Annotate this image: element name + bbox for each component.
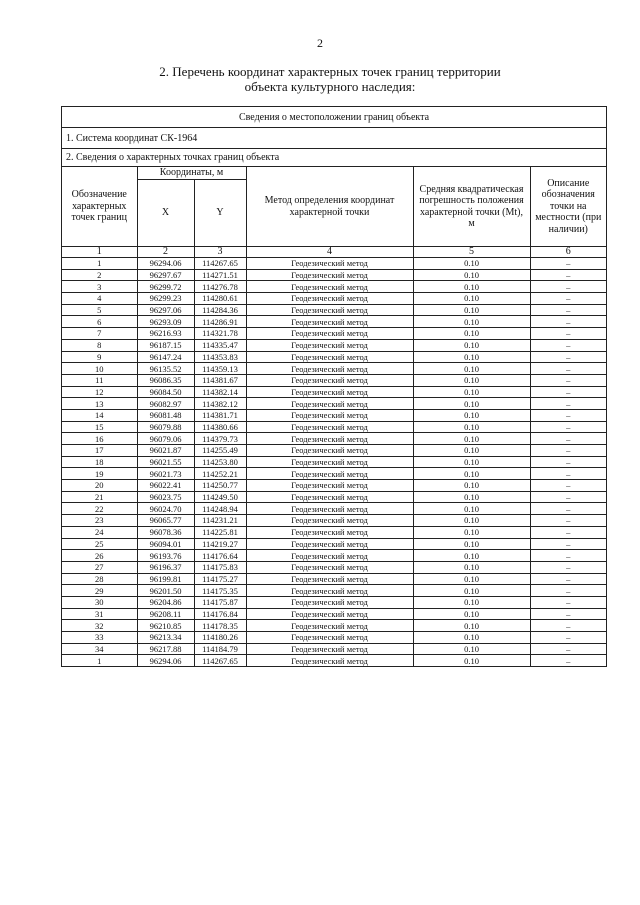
table-row [62, 538, 606, 550]
description-cell: – [530, 409, 606, 421]
x-coordinate-cell: 96086.35 [137, 374, 194, 386]
y-coordinate-cell: 114380.66 [194, 421, 246, 433]
table-row [62, 258, 606, 270]
y-coordinate-cell: 114255.49 [194, 445, 246, 457]
accuracy-cell: 0.10 [413, 632, 530, 644]
method-cell: Геодезический метод [246, 421, 413, 433]
description-cell: – [530, 445, 606, 457]
point-number-cell: 4 [62, 293, 137, 305]
table-row [62, 398, 606, 410]
column-number: 3 [194, 247, 246, 258]
method-cell: Геодезический метод [246, 468, 413, 480]
point-number-cell: 15 [62, 421, 137, 433]
table-row [62, 491, 606, 503]
column-number: 1 [62, 247, 137, 258]
method-cell: Геодезический метод [246, 526, 413, 538]
description-cell: – [530, 339, 606, 351]
table-row [62, 363, 606, 375]
y-coordinate-cell: 114178.35 [194, 620, 246, 632]
y-coordinate-cell: 114225.81 [194, 526, 246, 538]
accuracy-cell: 0.10 [413, 585, 530, 597]
point-number-cell: 3 [62, 281, 137, 293]
point-number-cell: 17 [62, 445, 137, 457]
method-cell: Геодезический метод [246, 585, 413, 597]
table-row [62, 573, 606, 585]
accuracy-cell: 0.10 [413, 503, 530, 515]
y-coordinate-cell: 114379.73 [194, 433, 246, 445]
x-coordinate-cell: 96193.76 [137, 550, 194, 562]
table-row [62, 632, 606, 644]
accuracy-cell: 0.10 [413, 281, 530, 293]
table-row [62, 480, 606, 492]
point-number-cell: 13 [62, 398, 137, 410]
header-method: Метод определения координат характерной точки [246, 167, 413, 247]
table-row [62, 655, 606, 666]
x-coordinate-cell: 96079.88 [137, 421, 194, 433]
coord-system-row: 1. Система координат СК-1964 [62, 128, 606, 149]
x-coordinate-cell: 96084.50 [137, 386, 194, 398]
point-number-cell: 23 [62, 515, 137, 527]
y-coordinate-cell: 114335.47 [194, 339, 246, 351]
accuracy-cell: 0.10 [413, 538, 530, 550]
point-number-cell: 27 [62, 561, 137, 573]
y-coordinate-cell: 114271.51 [194, 269, 246, 281]
method-cell: Геодезический метод [246, 550, 413, 562]
table-row [62, 409, 606, 421]
method-cell: Геодезический метод [246, 561, 413, 573]
y-coordinate-cell: 114180.26 [194, 632, 246, 644]
table-row [62, 526, 606, 538]
description-cell: – [530, 363, 606, 375]
method-cell: Геодезический метод [246, 398, 413, 410]
y-coordinate-cell: 114175.35 [194, 585, 246, 597]
y-coordinate-cell: 114231.21 [194, 515, 246, 527]
table-row [62, 351, 606, 363]
description-cell: – [530, 620, 606, 632]
y-coordinate-cell: 114175.27 [194, 573, 246, 585]
description-cell: – [530, 503, 606, 515]
table-row [62, 620, 606, 632]
description-cell: – [530, 596, 606, 608]
description-cell: – [530, 515, 606, 527]
point-number-cell: 11 [62, 374, 137, 386]
method-cell: Геодезический метод [246, 363, 413, 375]
column-number: 5 [413, 247, 530, 258]
x-coordinate-cell: 96021.87 [137, 445, 194, 457]
method-cell: Геодезический метод [246, 351, 413, 363]
x-coordinate-cell: 96210.85 [137, 620, 194, 632]
description-cell: – [530, 550, 606, 562]
description-cell: – [530, 655, 606, 666]
accuracy-cell: 0.10 [413, 351, 530, 363]
accuracy-cell: 0.10 [413, 550, 530, 562]
table-row [62, 316, 606, 328]
point-number-cell: 29 [62, 585, 137, 597]
description-cell: – [530, 269, 606, 281]
accuracy-cell: 0.10 [413, 328, 530, 340]
table-row [62, 281, 606, 293]
accuracy-cell: 0.10 [413, 269, 530, 281]
header-designation: Обозначение характерных точек границ [62, 167, 137, 247]
header-y: Y [194, 180, 246, 247]
table-row [62, 596, 606, 608]
point-number-cell: 26 [62, 550, 137, 562]
table-row [62, 456, 606, 468]
point-number-cell: 16 [62, 433, 137, 445]
description-cell: – [530, 538, 606, 550]
x-coordinate-cell: 96294.06 [137, 655, 194, 666]
point-number-cell: 9 [62, 351, 137, 363]
point-number-cell: 24 [62, 526, 137, 538]
description-cell: – [530, 281, 606, 293]
x-coordinate-cell: 96293.09 [137, 316, 194, 328]
accuracy-cell: 0.10 [413, 456, 530, 468]
table-row [62, 421, 606, 433]
accuracy-cell: 0.10 [413, 316, 530, 328]
method-cell: Геодезический метод [246, 515, 413, 527]
header-x: X [137, 180, 194, 247]
accuracy-cell: 0.10 [413, 643, 530, 655]
description-cell: – [530, 293, 606, 305]
y-coordinate-cell: 114175.83 [194, 561, 246, 573]
description-cell: – [530, 608, 606, 620]
y-coordinate-cell: 114382.12 [194, 398, 246, 410]
x-coordinate-cell: 96021.55 [137, 456, 194, 468]
accuracy-cell: 0.10 [413, 596, 530, 608]
x-coordinate-cell: 96081.48 [137, 409, 194, 421]
accuracy-cell: 0.10 [413, 339, 530, 351]
x-coordinate-cell: 96297.67 [137, 269, 194, 281]
y-coordinate-cell: 114382.14 [194, 386, 246, 398]
table-row [62, 293, 606, 305]
table-row [62, 328, 606, 340]
point-number-cell: 31 [62, 608, 137, 620]
method-cell: Геодезический метод [246, 328, 413, 340]
accuracy-cell: 0.10 [413, 515, 530, 527]
method-cell: Геодезический метод [246, 480, 413, 492]
method-cell: Геодезический метод [246, 573, 413, 585]
accuracy-cell: 0.10 [413, 398, 530, 410]
y-coordinate-cell: 114321.78 [194, 328, 246, 340]
method-cell: Геодезический метод [246, 281, 413, 293]
points-section-row: 2. Сведения о характерных точках границ объекта [66, 152, 280, 163]
y-coordinate-cell: 114248.94 [194, 503, 246, 515]
method-cell: Геодезический метод [246, 538, 413, 550]
x-coordinate-cell: 96078.36 [137, 526, 194, 538]
point-number-cell: 28 [62, 573, 137, 585]
description-cell: – [530, 643, 606, 655]
y-coordinate-cell: 114381.67 [194, 374, 246, 386]
description-cell: – [530, 632, 606, 644]
table-row [62, 304, 606, 316]
x-coordinate-cell: 96297.06 [137, 304, 194, 316]
description-cell: – [530, 480, 606, 492]
point-number-cell: 1 [62, 655, 137, 666]
column-number: 6 [530, 247, 606, 258]
heading-line-1: 2. Перечень координат характерных точек границ территории [159, 64, 501, 79]
description-cell: – [530, 526, 606, 538]
description-cell: – [530, 433, 606, 445]
column-number: 4 [246, 247, 413, 258]
description-cell: – [530, 374, 606, 386]
method-cell: Геодезический метод [246, 409, 413, 421]
y-coordinate-cell: 114267.65 [194, 258, 246, 270]
point-number-cell: 14 [62, 409, 137, 421]
table-row [62, 269, 606, 281]
accuracy-cell: 0.10 [413, 386, 530, 398]
accuracy-cell: 0.10 [413, 374, 530, 386]
method-cell: Геодезический метод [246, 374, 413, 386]
coordinates-table [62, 166, 606, 666]
x-coordinate-cell: 96187.15 [137, 339, 194, 351]
x-coordinate-cell: 96079.06 [137, 433, 194, 445]
column-number: 2 [137, 247, 194, 258]
method-cell: Геодезический метод [246, 491, 413, 503]
x-coordinate-cell: 96022.41 [137, 480, 194, 492]
description-cell: – [530, 456, 606, 468]
accuracy-cell: 0.10 [413, 421, 530, 433]
description-cell: – [530, 398, 606, 410]
method-cell: Геодезический метод [246, 304, 413, 316]
table-row [62, 515, 606, 527]
accuracy-cell: 0.10 [413, 608, 530, 620]
description-cell: – [530, 316, 606, 328]
table-row [62, 608, 606, 620]
y-coordinate-cell: 114359.13 [194, 363, 246, 375]
x-coordinate-cell: 96023.75 [137, 491, 194, 503]
method-cell: Геодезический метод [246, 456, 413, 468]
point-number-cell: 12 [62, 386, 137, 398]
point-number-cell: 25 [62, 538, 137, 550]
header-coordinates: Координаты, м [137, 167, 246, 180]
method-cell: Геодезический метод [246, 445, 413, 457]
x-coordinate-cell: 96135.52 [137, 363, 194, 375]
table-row [62, 643, 606, 655]
point-number-cell: 32 [62, 620, 137, 632]
accuracy-cell: 0.10 [413, 433, 530, 445]
x-coordinate-cell: 96065.77 [137, 515, 194, 527]
point-number-cell: 33 [62, 632, 137, 644]
point-number-cell: 21 [62, 491, 137, 503]
method-cell: Геодезический метод [246, 258, 413, 270]
boundary-points-sheet [61, 106, 607, 667]
y-coordinate-cell: 114219.27 [194, 538, 246, 550]
point-number-cell: 20 [62, 480, 137, 492]
table-row [62, 468, 606, 480]
y-coordinate-cell: 114249.50 [194, 491, 246, 503]
heading-line-2: объекта культурного наследия: [244, 79, 416, 94]
y-coordinate-cell: 114252.21 [194, 468, 246, 480]
method-cell: Геодезический метод [246, 316, 413, 328]
point-number-cell: 8 [62, 339, 137, 351]
accuracy-cell: 0.10 [413, 363, 530, 375]
y-coordinate-cell: 114353.83 [194, 351, 246, 363]
point-number-cell: 2 [62, 269, 137, 281]
point-number-cell: 6 [62, 316, 137, 328]
description-cell: – [530, 561, 606, 573]
method-cell: Геодезический метод [246, 620, 413, 632]
method-cell: Геодезический метод [246, 386, 413, 398]
table-row [62, 339, 606, 351]
accuracy-cell: 0.10 [413, 304, 530, 316]
accuracy-cell: 0.10 [413, 258, 530, 270]
point-number-cell: 18 [62, 456, 137, 468]
description-cell: – [530, 421, 606, 433]
method-cell: Геодезический метод [246, 503, 413, 515]
x-coordinate-cell: 96196.37 [137, 561, 194, 573]
accuracy-cell: 0.10 [413, 620, 530, 632]
point-number-cell: 30 [62, 596, 137, 608]
y-coordinate-cell: 114176.64 [194, 550, 246, 562]
method-cell: Геодезический метод [246, 433, 413, 445]
table-row [62, 386, 606, 398]
x-coordinate-cell: 96094.01 [137, 538, 194, 550]
point-number-cell: 10 [62, 363, 137, 375]
x-coordinate-cell: 96021.73 [137, 468, 194, 480]
y-coordinate-cell: 114267.65 [194, 655, 246, 666]
description-cell: – [530, 386, 606, 398]
description-cell: – [530, 328, 606, 340]
accuracy-cell: 0.10 [413, 480, 530, 492]
description-cell: – [530, 351, 606, 363]
x-coordinate-cell: 96204.86 [137, 596, 194, 608]
description-cell: – [530, 304, 606, 316]
column-numbers-row [62, 247, 606, 258]
point-number-cell: 7 [62, 328, 137, 340]
method-cell: Геодезический метод [246, 339, 413, 351]
table-row [62, 374, 606, 386]
accuracy-cell: 0.10 [413, 573, 530, 585]
header-description: Описание обозначения точки на местности (при наличии) [530, 167, 606, 247]
table-row [62, 550, 606, 562]
x-coordinate-cell: 96217.88 [137, 643, 194, 655]
page-number: 2 [317, 36, 323, 50]
accuracy-cell: 0.10 [413, 561, 530, 573]
y-coordinate-cell: 114176.84 [194, 608, 246, 620]
method-cell: Геодезический метод [246, 269, 413, 281]
page-heading [0, 64, 640, 94]
y-coordinate-cell: 114253.80 [194, 456, 246, 468]
description-cell: – [530, 258, 606, 270]
x-coordinate-cell: 96299.23 [137, 293, 194, 305]
y-coordinate-cell: 114280.61 [194, 293, 246, 305]
accuracy-cell: 0.10 [413, 468, 530, 480]
section-title: Сведения о местоположении границ объекта [62, 107, 606, 128]
y-coordinate-cell: 114184.79 [194, 643, 246, 655]
description-cell: – [530, 491, 606, 503]
y-coordinate-cell: 114175.87 [194, 596, 246, 608]
accuracy-cell: 0.10 [413, 526, 530, 538]
method-cell: Геодезический метод [246, 655, 413, 666]
accuracy-cell: 0.10 [413, 293, 530, 305]
table-row [62, 561, 606, 573]
description-cell: – [530, 585, 606, 597]
method-cell: Геодезический метод [246, 632, 413, 644]
description-cell: – [530, 468, 606, 480]
accuracy-cell: 0.10 [413, 445, 530, 457]
x-coordinate-cell: 96199.81 [137, 573, 194, 585]
point-number-cell: 22 [62, 503, 137, 515]
header-accuracy: Средняя квадратическая погрешность положения характерной точки (Mt), м [413, 167, 530, 247]
y-coordinate-cell: 114250.77 [194, 480, 246, 492]
table-row [62, 585, 606, 597]
table-row [62, 433, 606, 445]
point-number-cell: 5 [62, 304, 137, 316]
point-number-cell: 34 [62, 643, 137, 655]
accuracy-cell: 0.10 [413, 409, 530, 421]
x-coordinate-cell: 96208.11 [137, 608, 194, 620]
x-coordinate-cell: 96294.06 [137, 258, 194, 270]
table-row [62, 445, 606, 457]
method-cell: Геодезический метод [246, 643, 413, 655]
x-coordinate-cell: 96082.97 [137, 398, 194, 410]
method-cell: Геодезический метод [246, 596, 413, 608]
x-coordinate-cell: 96213.34 [137, 632, 194, 644]
y-coordinate-cell: 114381.71 [194, 409, 246, 421]
y-coordinate-cell: 114284.36 [194, 304, 246, 316]
method-cell: Геодезический метод [246, 293, 413, 305]
x-coordinate-cell: 96201.50 [137, 585, 194, 597]
description-cell: – [530, 573, 606, 585]
x-coordinate-cell: 96299.72 [137, 281, 194, 293]
accuracy-cell: 0.10 [413, 491, 530, 503]
table-row [62, 503, 606, 515]
accuracy-cell: 0.10 [413, 655, 530, 666]
y-coordinate-cell: 114276.78 [194, 281, 246, 293]
y-coordinate-cell: 114286.91 [194, 316, 246, 328]
x-coordinate-cell: 96216.93 [137, 328, 194, 340]
method-cell: Геодезический метод [246, 608, 413, 620]
point-number-cell: 1 [62, 258, 137, 270]
point-number-cell: 19 [62, 468, 137, 480]
x-coordinate-cell: 96024.70 [137, 503, 194, 515]
x-coordinate-cell: 96147.24 [137, 351, 194, 363]
